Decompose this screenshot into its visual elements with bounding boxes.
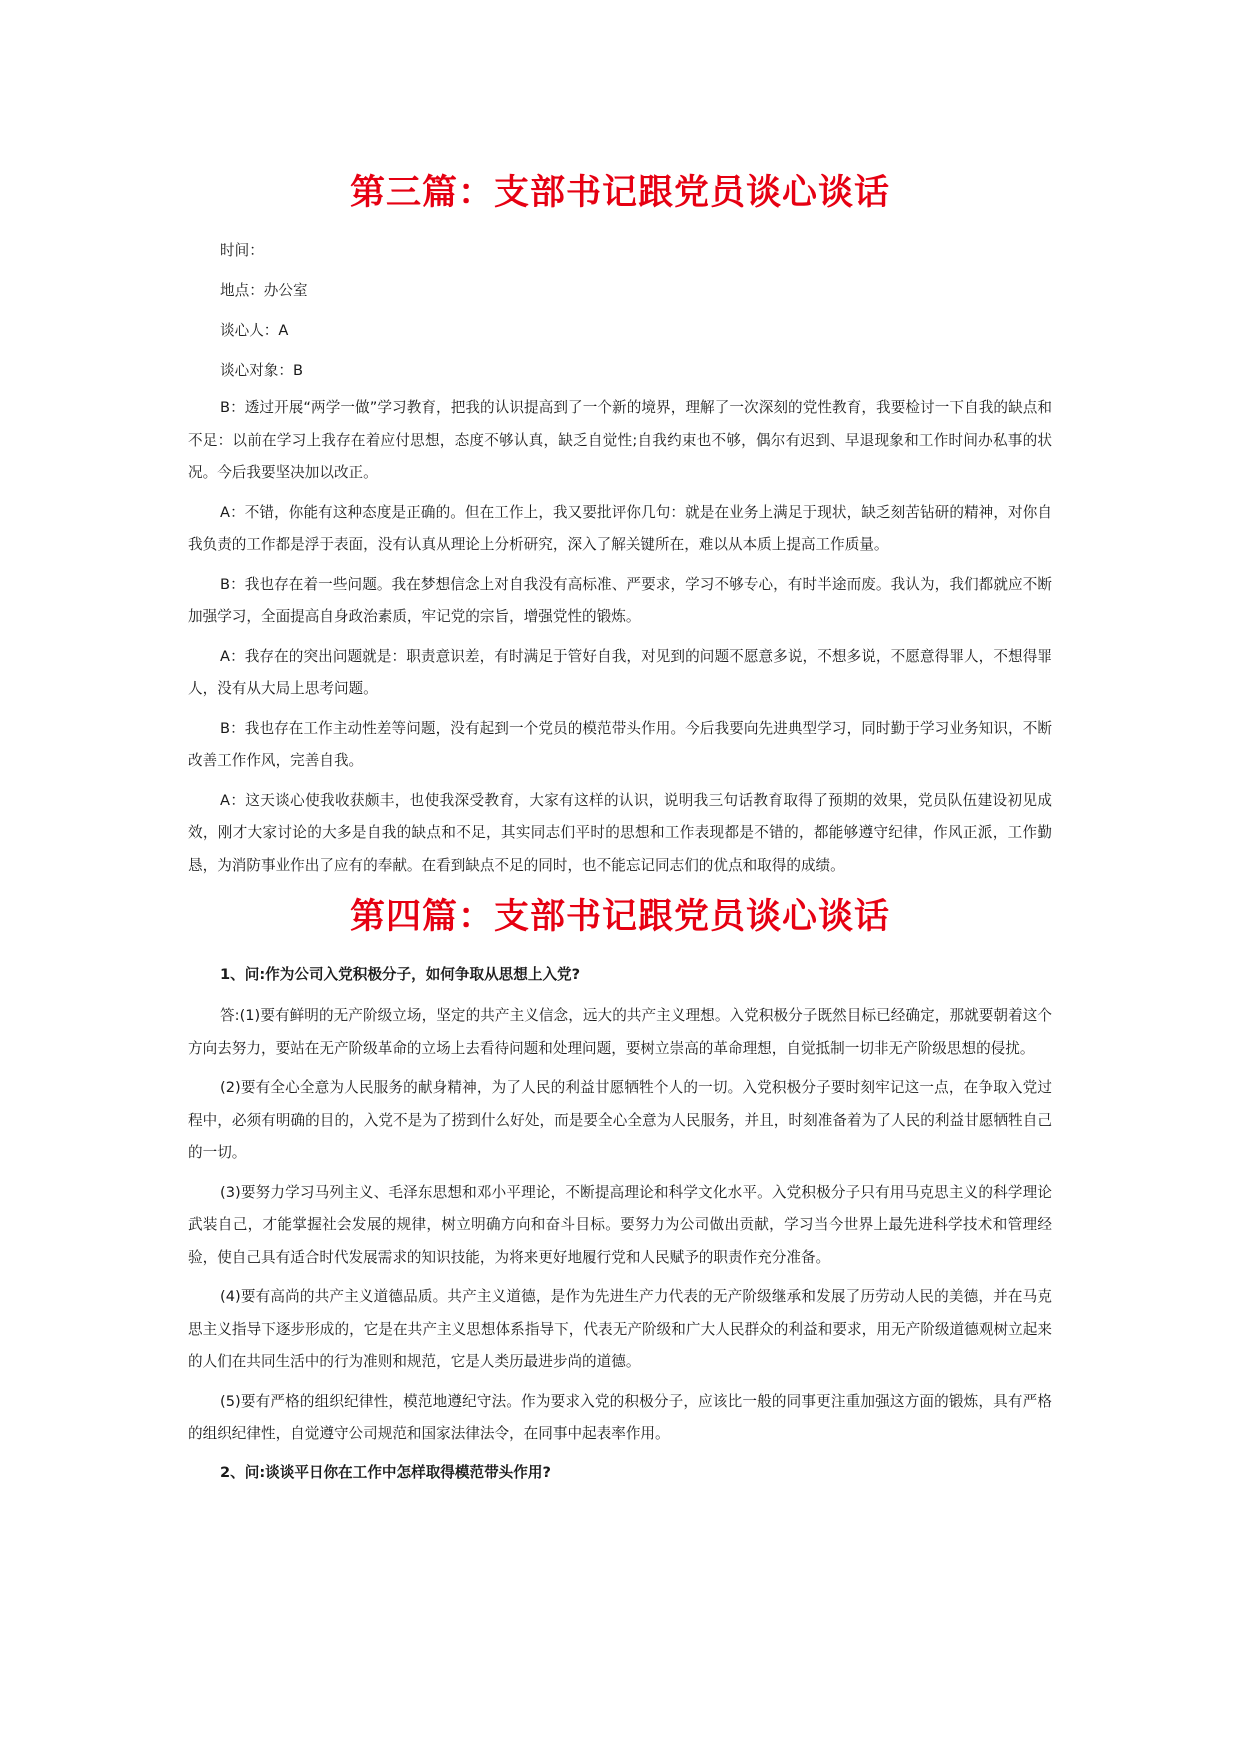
answer-paragraph: 答:(1)要有鲜明的无产阶级立场，坚定的共产主义信念，远大的共产主义理想。入党积极分子既然目标已经确定，那就要朝着这个方向去努力，要站在无产阶级革命的立场上去看待问题和处理问题，要树立崇高的革命理想，自觉抵制一切非无产阶级思想的侵扰。: [188, 1007, 1052, 1057]
document-page: [188, 168, 1052, 1498]
meta-talker: 谈心人：A: [220, 322, 289, 339]
section4-title: 第四篇：支部书记跟党员谈心谈话: [349, 897, 890, 937]
meta-location: 地点：办公室: [220, 282, 308, 299]
question-2: 2、问:谈谈平日你在工作中怎样取得模范带头作用?: [220, 1463, 551, 1481]
section3-paragraph: A：我存在的突出问题就是：职责意识差，有时满足于管好自我，对见到的问题不愿意多说，不想多说，不愿意得罪人，不想得罪人，没有从大局上思考问题。: [188, 647, 1052, 697]
section3-paragraph: B：我也存在着一些问题。我在梦想信念上对自我没有高标准、严要求，学习不够专心，有时半途而废。我认为，我们都就应不断加强学习，全面提高自身政治素质，牢记党的宗旨，增强党性的锻炼。: [188, 575, 1052, 625]
section3-title: 第三篇：支部书记跟党员谈心谈话: [349, 173, 890, 213]
answer-paragraph: (4)要有高尚的共产主义道德品质。共产主义道德，是作为先进生产力代表的无产阶级继承和发展了历劳动人民的美德，并在马克思主义指导下逐步形成的，它是在共产主义思想体系指导下，代表无产阶级和广大人民群众的利益和要求，用无产阶级道德观树立起来的人们在共同生活中的行为准则和规范，它是人类历最进步尚的道德。: [188, 1288, 1052, 1370]
answer-paragraph: (5)要有严格的组织纪律性，模范地遵纪守法。作为要求入党的积极分子，应该比一般的同事更注重加强这方面的锻炼，具有严格的组织纪律性，自觉遵守公司规范和国家法律法令，在同事中起表率作用。: [188, 1392, 1052, 1442]
answer-paragraph: (2)要有全心全意为人民服务的献身精神，为了人民的利益甘愿牺牲个人的一切。入党积极分子要时刻牢记这一点，在争取入党过程中，必须有明确的目的，入党不是为了捞到什么好处，而是要全心全意为人民服务，并且，时刻准备着为了人民的利益甘愿牺牲自己的一切。: [188, 1079, 1052, 1161]
section3-paragraph: A：这天谈心使我收获颇丰，也使我深受教育，大家有这样的认识，说明我三句话教育取得了预期的效果，党员队伍建设初见成效，刚才大家讨论的大多是自我的缺点和不足，其实同志们平时的思想和工作表现都是不错的，都能够遵守纪律，作风正派，工作勤恳，为消防事业作出了应有的奉献。在看到缺点不足的同时，也不能忘记同志们的优点和取得的成绩。: [188, 791, 1052, 874]
section3-paragraph: B：我也存在工作主动性差等问题，没有起到一个党员的模范带头作用。今后我要向先进典型学习，同时勤于学习业务知识，不断改善工作作风，完善自我。: [188, 719, 1052, 769]
answer-paragraph: (3)要努力学习马列主义、毛泽东思想和邓小平理论，不断提高理论和科学文化水平。入党积极分子只有用马克思主义的科学理论武装自己，才能掌握社会发展的规律，树立明确方向和奋斗目标。要努力为公司做出贡献，学习当今世界上最先进科学技术和管理经验，使自己具有适合时代发展需求的知识技能，为将来更好地履行党和人民赋予的职责作充分准备。: [188, 1183, 1052, 1266]
meta-target: 谈心对象：B: [220, 362, 303, 379]
question-1: 1、问:作为公司入党积极分子，如何争取从思想上入党?: [220, 966, 581, 983]
section3-paragraph: A：不错，你能有这种态度是正确的。但在工作上，我又要批评你几句：就是在业务上满足于现状，缺乏刻苦钻研的精神，对你自我负责的工作都是浮于表面，没有认真从理论上分析研究，深入了解关键所在，难以从本质上提高工作质量。: [188, 503, 1052, 553]
meta-time: 时间：: [220, 242, 264, 259]
section3-paragraph: B：透过开展“两学一做”学习教育，把我的认识提高到了一个新的境界，理解了一次深刻的党性教育，我要检讨一下自我的缺点和不足：以前在学习上我存在着应付思想，态度不够认真，缺乏自觉性;自我约束也不够，偶尔有迟到、早退现象和工作时间办私事的状况。今后我要坚决加以改正。: [188, 399, 1052, 481]
